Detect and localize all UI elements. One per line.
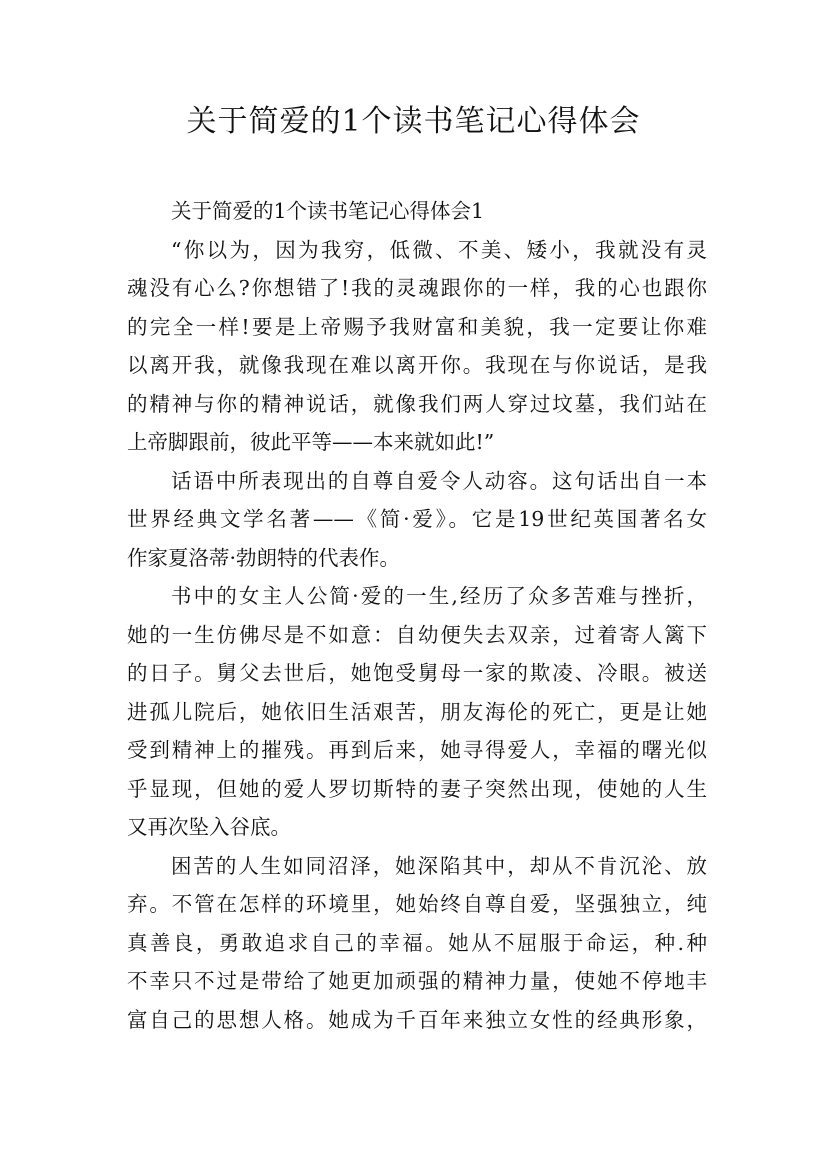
text-line: 她的一生仿佛尽是不如意：自幼便失去双亲，过着寄人篱下 — [127, 622, 707, 647]
text-line: 富自己的思想人格。她成为千百年来独立女性的经典形象， — [127, 1007, 707, 1032]
text-line: 以离开我，就像我现在难以离开你。我现在与你说话，是我 — [127, 353, 707, 377]
section-heading: 关于简爱的1个读书笔记心得体会1 — [171, 199, 485, 223]
text-line: 弃。不管在怎样的环境里，她始终自尊自爱，坚强独立，纯 — [127, 892, 707, 916]
text-line: 受到精神上的摧残。再到后来，她寻得爱人，幸福的曙光似 — [127, 738, 707, 762]
text-line: 书中的女主人公简·爱的一生,经历了众多苦难与挫折， — [171, 584, 707, 608]
text-line: 的精神与你的精神说话，就像我们两人穿过坟墓，我们站在 — [127, 391, 707, 416]
text-line: 的日子。舅父去世后，她饱受舅母一家的欺凌、冷眼。被送 — [127, 661, 707, 685]
text-line: 进孤儿院后，她依旧生活艰苦，朋友海伦的死亡，更是让她 — [127, 699, 707, 724]
text-line: 上帝脚跟前，彼此平等——本来就如此!” — [127, 430, 495, 454]
text-line: 又再次坠入谷底。 — [127, 815, 291, 839]
text-line: 魂没有心么?你想错了!我的灵魂跟你的一样，我的心也跟你 — [127, 276, 707, 300]
text-line: 世界经典文学名著——《简·爱》。它是19世纪英国著名女 — [127, 507, 707, 531]
text-line: “你以为，因为我穷，低微、不美、矮小，我就没有灵 — [171, 237, 707, 262]
text-line: 话语中所表现出的自尊自爱令人动容。这句话出自一本 — [171, 468, 707, 493]
text-line: 乎显现，但她的爱人罗切斯特的妻子突然出现，使她的人生 — [127, 776, 707, 801]
document-title: 关于简爱的1个读书笔记心得体会 — [186, 104, 641, 139]
text-line: 作家夏洛蒂·勃朗特的代表作。 — [127, 545, 401, 570]
text-line: 困苦的人生如同沼泽，她深陷其中，却从不肯沉沦、放 — [171, 853, 707, 878]
text-line: 真善良，勇敢追求自己的幸福。她从不屈服于命运，种.种 — [127, 930, 707, 955]
document-body — [127, 192, 707, 1039]
text-line: 的完全一样!要是上帝赐予我财富和美貌，我一定要让你难 — [127, 314, 707, 339]
text-line: 不幸只不过是带给了她更加顽强的精神力量，使她不停地丰 — [127, 969, 707, 993]
